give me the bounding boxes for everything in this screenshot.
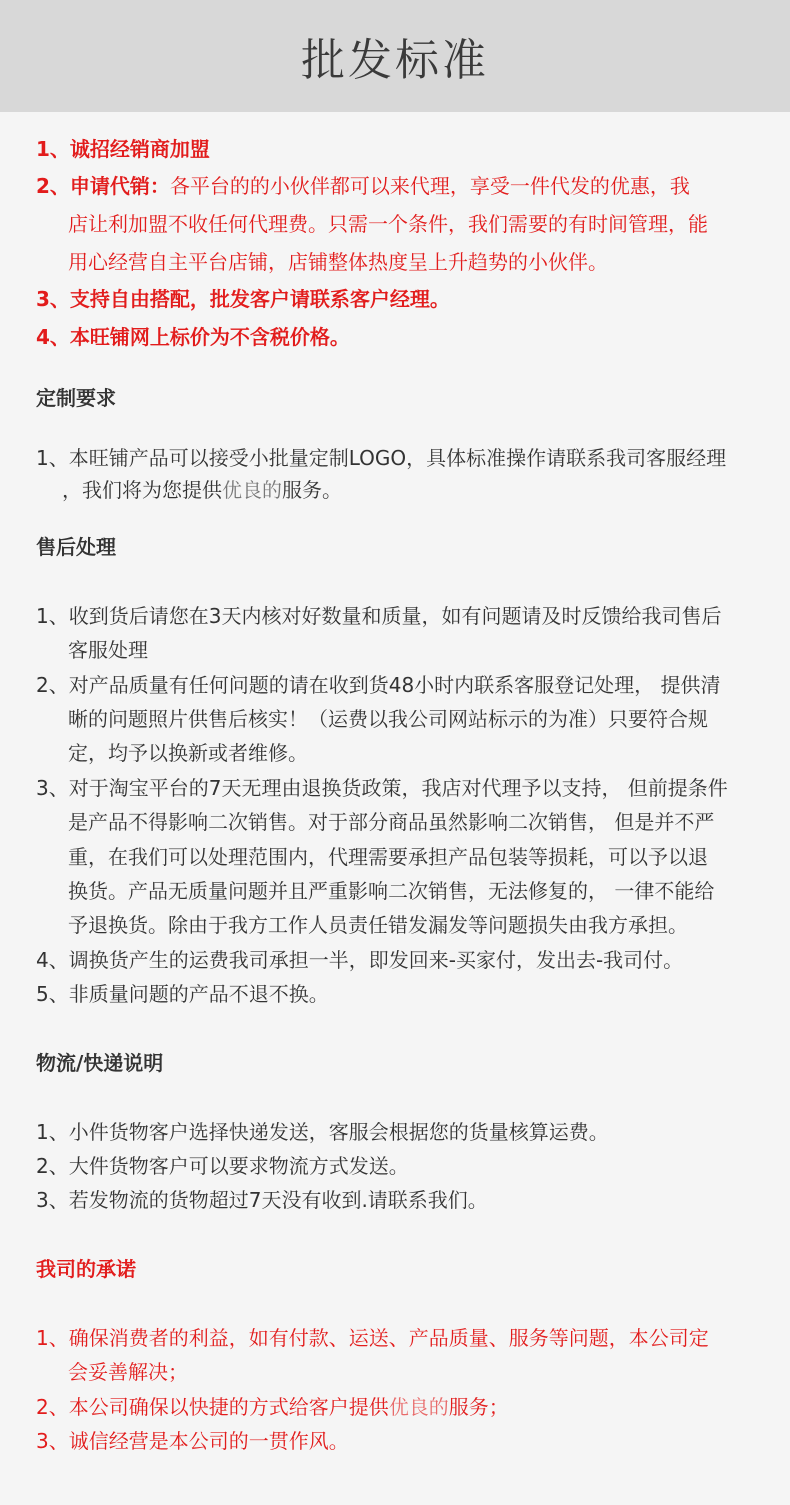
wholesale-item-1: 1、诚招经销商加盟: [36, 137, 210, 161]
logistics-item-2: 2、大件货物客户可以要求物流方式发送。: [36, 1154, 409, 1178]
logistics-item-1: 1、小件货物客户选择快递发送，客服会根据您的货量核算运费。: [36, 1120, 609, 1144]
aftersale-heading: 售后处理: [36, 535, 116, 559]
promise-item-2-c: 服务；: [448, 1395, 509, 1419]
page-header: [0, 0, 790, 112]
promise-item-1-cont: 会妥善解决；: [68, 1360, 188, 1384]
wholesale-item-2-label: 2、申请代销：: [36, 174, 170, 198]
wholesale-item-2-cont2: 用心经营自主平台店铺，店铺整体热度呈上升趋势的小伙伴。: [68, 250, 608, 274]
page-title: 批发标准: [301, 35, 489, 86]
aftersale-item-2-cont1: 晰的问题照片供售后核实！（运费以我公司网站标示的为准）只要符合规: [68, 707, 708, 731]
aftersale-item-3-cont4: 予退换货。除由于我方工作人员责任错发漏发等问题损失由我方承担。: [68, 913, 688, 937]
aftersale-item-3-cont1: 是产品不得影响二次销售。对于部分商品虽然影响二次销售， 但是并不严: [68, 810, 715, 834]
aftersale-item-3-cont2: 重，在我们可以处理范围内，代理需要承担产品包装等损耗，可以予以退: [68, 845, 708, 869]
wholesale-item-2-cont1: 店让利加盟不收任何代理费。只需一个条件，我们需要的有时间管理，能: [68, 212, 708, 236]
promise-item-1: 1、确保消费者的利益，如有付款、运送、产品质量、服务等问题，本公司定: [36, 1326, 709, 1350]
aftersale-item-5: 5、非质量问题的产品不退不换。: [36, 982, 329, 1006]
promise-heading: 我司的承诺: [36, 1257, 136, 1281]
logistics-heading: 物流/快递说明: [36, 1051, 164, 1075]
custom-item-1-cont-a: ，我们将为您提供: [62, 478, 222, 502]
wholesale-item-4: 4、本旺铺网上标价为不含税价格。: [36, 325, 350, 349]
aftersale-item-2: 2、对产品质量有任何问题的请在收到货48小时内联系客服登记处理， 提供清: [36, 673, 721, 697]
aftersale-item-3-cont3: 换货。产品无质量问题并且严重影响二次销售，无法修复的， 一律不能给: [68, 879, 715, 903]
aftersale-item-1-cont: 客服处理: [68, 638, 148, 662]
custom-item-1: 1、本旺铺产品可以接受小批量定制LOGO，具体标准操作请联系我司客服经理: [36, 446, 727, 470]
promise-item-2-b: 优良的: [388, 1395, 449, 1419]
aftersale-item-2-cont2: 定，均予以换新或者维修。: [68, 741, 308, 765]
custom-item-1-cont-c: 服务。: [282, 478, 342, 502]
wholesale-item-2-text: 各平台的的小伙伴都可以来代理，享受一件代发的优惠，我: [169, 174, 690, 198]
aftersale-item-1: 1、收到货后请您在3天内核对好数量和质量，如有问题请及时反馈给我司售后: [36, 604, 722, 628]
logistics-item-3: 3、若发物流的货物超过7天没有收到.请联系我们。: [36, 1188, 488, 1212]
promise-item-2: [36, 1392, 509, 1422]
aftersale-item-4: 4、调换货产生的运费我司承担一半，即发回来-买家付，发出去-我司付。: [36, 948, 684, 972]
promise-item-2-a: 2、本公司确保以快捷的方式给客户提供: [36, 1395, 389, 1419]
custom-item-1-cont: [62, 475, 342, 505]
custom-heading: 定制要求: [36, 386, 116, 410]
aftersale-item-3: 3、对于淘宝平台的7天无理由退换货政策，我店对代理予以支持， 但前提条件: [36, 776, 728, 800]
promise-item-3: 3、诚信经营是本公司的一贯作风。: [36, 1429, 349, 1453]
wholesale-item-3: 3、支持自由搭配，批发客户请联系客户经理。: [36, 287, 450, 311]
custom-item-1-cont-b: 优良的: [222, 478, 282, 502]
wholesale-item-2: [36, 171, 690, 201]
